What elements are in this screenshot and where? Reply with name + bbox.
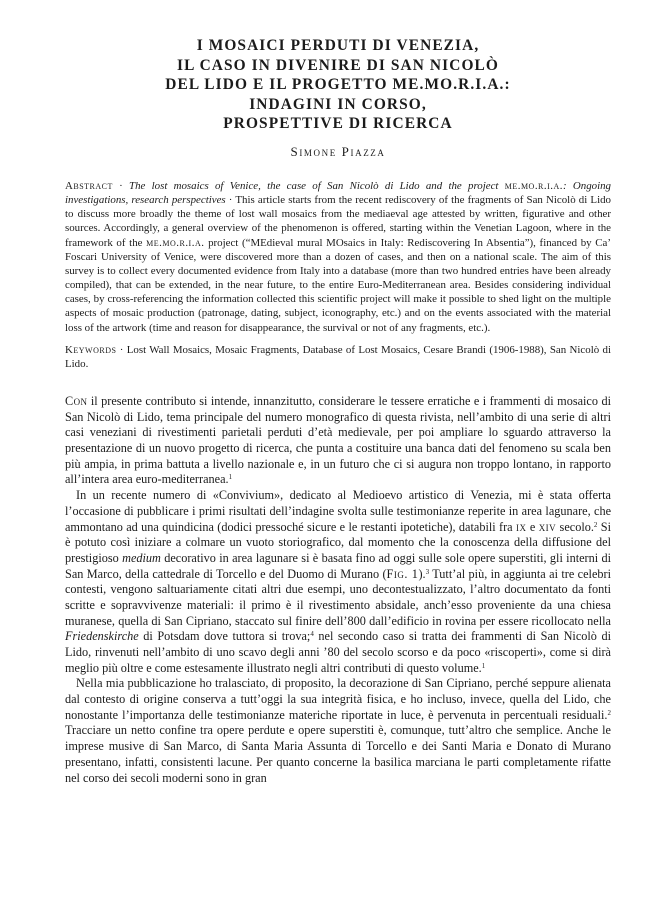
italic-term: Friedenskirche [65, 629, 139, 644]
title-line: PROSPETTIVE DI RICERCA [223, 115, 453, 133]
footnote-ref[interactable]: 1 [481, 661, 486, 670]
abstract-project-name: me.mo.r.i.a. [146, 236, 205, 249]
abstract-separator: · [112, 179, 130, 192]
keywords [65, 343, 611, 371]
abstract-english-title-end: : Ongoing investigations, research perspectives [65, 179, 612, 207]
footnote-ref[interactable]: 2 [607, 708, 611, 717]
footnote-ref[interactable]: 3 [425, 567, 430, 576]
paragraph-text: il presente contributo si intende, innanzitutto, considerare le tessere erratiche e i frammenti di mosaico di San Nicolò di Lido, tema principale del numero monografico di questa rivista, nell’ambito di una serie di altri casi veneziani di rivestimenti parietali perduti d’età medievale, per poi ampliare lo sguardo attraverso la presentazione di un nuovo progetto di ricerca, che punta a costituire una banca dati del fenomeno su scala ben più ampia, in prima battuta a livello nazionale e, in un futuro che ci si augura non troppo lontano, in rapporto all’intera area euro-mediterranea. [65, 394, 611, 487]
body-paragraph [65, 394, 611, 488]
paragraph-text: di Potsdam dove tuttora si trova; [138, 629, 311, 644]
article-title [65, 36, 611, 134]
abstract-text: This article starts from the recent rediscovery of the fragments of San Nicolò di Lido to discuss more broadly the theme of lost wall mosaics from the mediaeval age attested by written, figurative and other sources. Accordingly, a general overview of the phenomenon is offered, starting within the Venetian Lagoon, where in the framework of the [65, 194, 611, 249]
body-paragraph [65, 676, 611, 786]
footnote-ref[interactable]: 2 [593, 520, 598, 529]
article-page [65, 36, 611, 786]
century-numeral: xiv [538, 519, 557, 534]
title-line: DEL LIDO E IL PROGETTO ME.MO.R.I.A.: [165, 76, 511, 94]
title-line: I MOSAICI PERDUTI DI VENEZIA, [196, 37, 480, 54]
abstract-english-title: The lost mosaics of Venice, the case of San Nicolò di Lido and the project [129, 179, 505, 192]
footnote-ref[interactable]: 1 [228, 473, 233, 482]
italic-term: medium [122, 550, 161, 565]
footnote-ref[interactable]: 4 [310, 630, 314, 639]
paragraph-text: nel secondo caso si tratta dei frammenti di San Nicolò di Lido, rinvenuti nell’ambito di uno scavo degli anni ’80 del secolo scorso e da poco «riscoperti», come si dirà meglio più oltre e come estesamente illustrato negli altri contributi di questo volume. [65, 629, 611, 675]
article-body [65, 394, 611, 786]
paragraph-text: Nella mia pubblicazione ho tralasciato, di proposito, la decorazione di San Cipriano, perché seppure alienata dal contesto di origine conserva a tutt’oggi la sua integrità fisica, e ho incluso, invece, quella del Lido, che nonostante l’importanza delle testimonianze materiche riportate in luce, è pervenuta in percentuali residuali. [65, 676, 611, 722]
paragraph-text: Tracciare un netto confine tra opere perdute e opere superstiti è, comunque, tutt’altro che semplice. Anche le imprese musive di San Marco, di Santa Maria Assunta di Torcello e dei Santi Maria e Donato di Murano presentano, infatti, consistenti lacune. Per quanto concerne la basilica marciana le parti completamente rifatte nel corso dei secoli moderni sono in gran [65, 723, 611, 785]
title-line: INDAGINI IN CORSO, [249, 95, 427, 113]
paragraph-text: Tutt’al più, in aggiunta ai tre celebri contesti, vengono saltuariamente citati altri due esempi, uno decontestualizzato, l’altro documentato da fonti scritte e sopravvivenze materiali: il primo è il rivestimento absidale, anch’esso proveniente da una chiesa muranese, quella di San Cipriano, staccato sul finire dell’800 dall’edificio in rovina per essere ricollocato nella [65, 566, 611, 628]
paragraph-text: Si è potuto così iniziare a colmare un vuoto storiografico, dal momento che la conoscenza della diffusione del prestigioso [65, 519, 612, 565]
century-numeral: ix [516, 519, 527, 534]
paragraph-text: In un recente numero di «Convivium», dedicato al Medioevo artistico di Venezia, mi è stata offerta l’occasione di pubblicare i primi risultati dell’indagine svolta sulle testimonianze reperite in area lagunare, che ammontano ad una quindicina (dodici pressoché sicure e le restanti ipotetiche), databili fra [65, 488, 611, 534]
title-line: IL CASO IN DIVENIRE DI SAN NICOLÒ [177, 56, 499, 74]
abstract-project-name: me.mo.r.i.a. [504, 179, 563, 192]
body-paragraph [65, 488, 611, 676]
paragraph-text: e [526, 519, 539, 534]
abstract-separator: · [225, 194, 236, 207]
abstract-label: Abstract [65, 179, 113, 192]
figure-reference[interactable]: Fig. 1 [386, 566, 419, 581]
author-name: Simone Piazza [290, 143, 386, 159]
paragraph-text: decorativo in area lagunare si è basata fino ad oggi sulle sole opere superstiti, gli interni di San Marco, della cattedrale di Torcello e del Duomo di Murano ( [65, 550, 612, 581]
abstract-text-end: project (“MEdieval mural MOsaics in Italy: Rediscovering In Absentia”), financed by Ca’ Foscari University of Venice, were discovered more than a dozen of cases, and then on a national scale. The aim of this survey is to collect every documented evidence from Italy into a database (more than two hundred entries have been already compiled), that can be extended, in the near future, to the entire Euro-Mediterranean area. Besides considering individual cases, by cross-referencing the information collected this scientific project will make it possible to shed light on the multiple aspects of mosaic production (patronage, dating, subject, iconography, etc.) and on the events associated with the material loss of the artwork (time and reason for disappearance, the survival or not of any fragments, etc.). [65, 236, 611, 334]
paragraph-text: ). [418, 566, 426, 581]
abstract [65, 179, 611, 335]
keywords-label: Keywords [65, 343, 117, 356]
keywords-text: Lost Wall Mosaics, Mosaic Fragments, Database of Lost Mosaics, Cesare Brandi (1906-1988), San Nicolò di Lido. [65, 343, 611, 370]
keywords-separator: · [116, 343, 127, 356]
paragraph-text: secolo. [556, 519, 594, 534]
first-word: Con [65, 394, 88, 408]
